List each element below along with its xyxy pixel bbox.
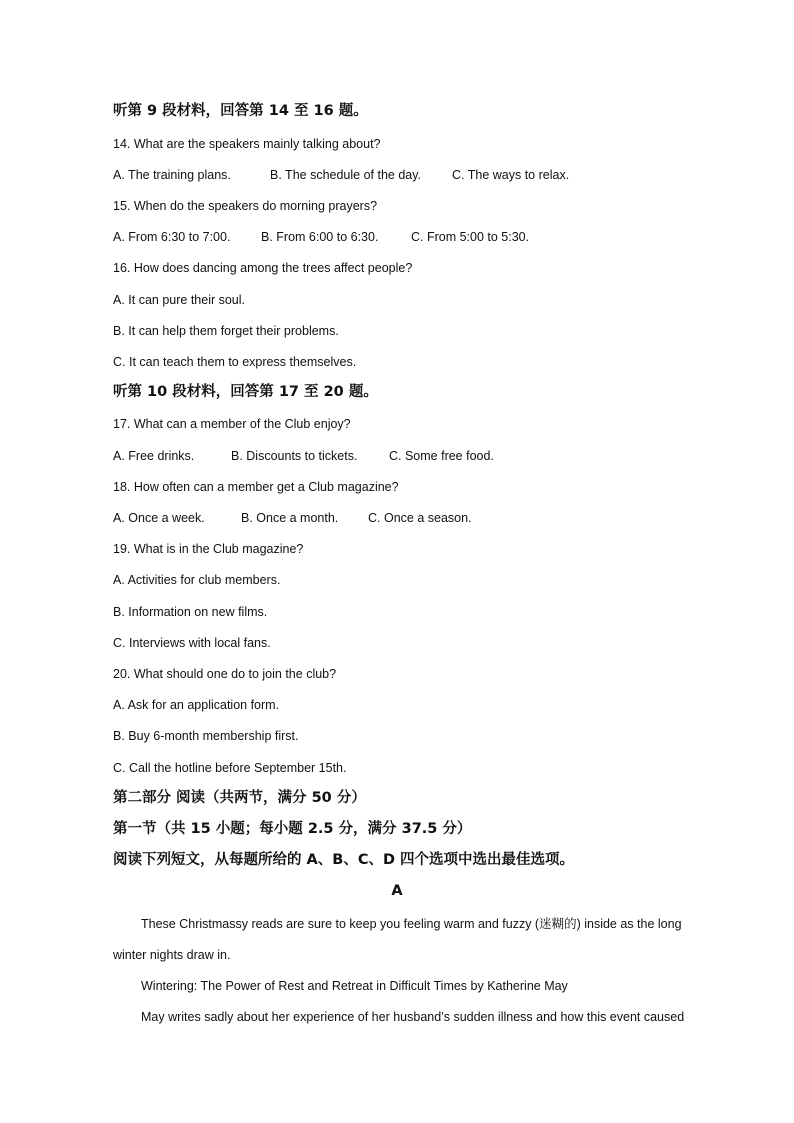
part-2-section-1-heading: 第一节（共 15 小题；每小题 2.5 分，满分 37.5 分）: [113, 821, 472, 837]
question-20: 20. What should one do to join the club?: [113, 667, 337, 681]
question-16-option-b: B. It can help them forget their problems.: [113, 324, 339, 338]
question-19-option-b: B. Information on new films.: [113, 605, 268, 619]
question-14-options: [113, 167, 569, 183]
option-a: A. From 6:30 to 7:00.: [113, 230, 231, 244]
question-19: 19. What is in the Club magazine?: [113, 542, 304, 556]
question-20-option-a: A. Ask for an application form.: [113, 698, 280, 712]
passage-paragraph-1-line-2: winter nights draw in.: [113, 948, 231, 962]
question-20-option-c: C. Call the hotline before September 15th.: [113, 761, 347, 775]
option-b: B. Once a month.: [241, 511, 339, 525]
part-2-heading: 第二部分 阅读（共两节，满分 50 分）: [113, 790, 366, 806]
question-16-option-c: C. It can teach them to express themselves.: [113, 355, 357, 369]
option-a: A. Once a week.: [113, 511, 205, 525]
passage-paragraph-1-line-1: These Christmassy reads are sure to keep you feeling warm and fuzzy (迷糊的) inside as the long: [141, 917, 682, 931]
book-title: Wintering: The Power of Rest and Retreat in Difficult Times by Katherine May: [141, 979, 568, 993]
reading-instruction: 阅读下列短文，从每题所给的 A、B、C、D 四个选项中选出最佳选项。: [113, 852, 575, 868]
option-b: B. Discounts to tickets.: [231, 449, 358, 463]
question-15-options: [113, 229, 529, 245]
question-16: 16. How does dancing among the trees affect people?: [113, 261, 413, 275]
question-18-options: [113, 510, 472, 526]
option-b: B. From 6:00 to 6:30.: [261, 230, 379, 244]
question-19-option-c: C. Interviews with local fans.: [113, 636, 271, 650]
option-a: A. The training plans.: [113, 168, 231, 182]
option-c: C. Some free food.: [389, 449, 494, 463]
question-16-option-a: A. It can pure their soul.: [113, 293, 246, 307]
question-20-option-b: B. Buy 6-month membership first.: [113, 729, 299, 743]
question-19-option-a: A. Activities for club members.: [113, 573, 281, 587]
question-18: 18. How often can a member get a Club magazine?: [113, 480, 399, 494]
passage-label: A: [391, 883, 403, 899]
option-c: C. Once a season.: [368, 511, 472, 525]
section-9-heading: 听第 9 段材料，回答第 14 至 16 题。: [113, 103, 368, 119]
question-15: 15. When do the speakers do morning prayers?: [113, 199, 378, 213]
question-14: 14. What are the speakers mainly talking about?: [113, 137, 381, 151]
option-b: B. The schedule of the day.: [270, 168, 422, 182]
passage-paragraph-2-line-1: May writes sadly about her experience of her husband’s sudden illness and how this event caused: [141, 1010, 685, 1024]
section-10-heading: 听第 10 段材料，回答第 17 至 20 题。: [113, 384, 378, 400]
option-c: C. From 5:00 to 5:30.: [411, 230, 530, 244]
option-a: A. Free drinks.: [113, 449, 195, 463]
question-17-options: [113, 448, 494, 464]
option-c: C. The ways to relax.: [452, 168, 570, 182]
question-17: 17. What can a member of the Club enjoy?: [113, 417, 351, 431]
